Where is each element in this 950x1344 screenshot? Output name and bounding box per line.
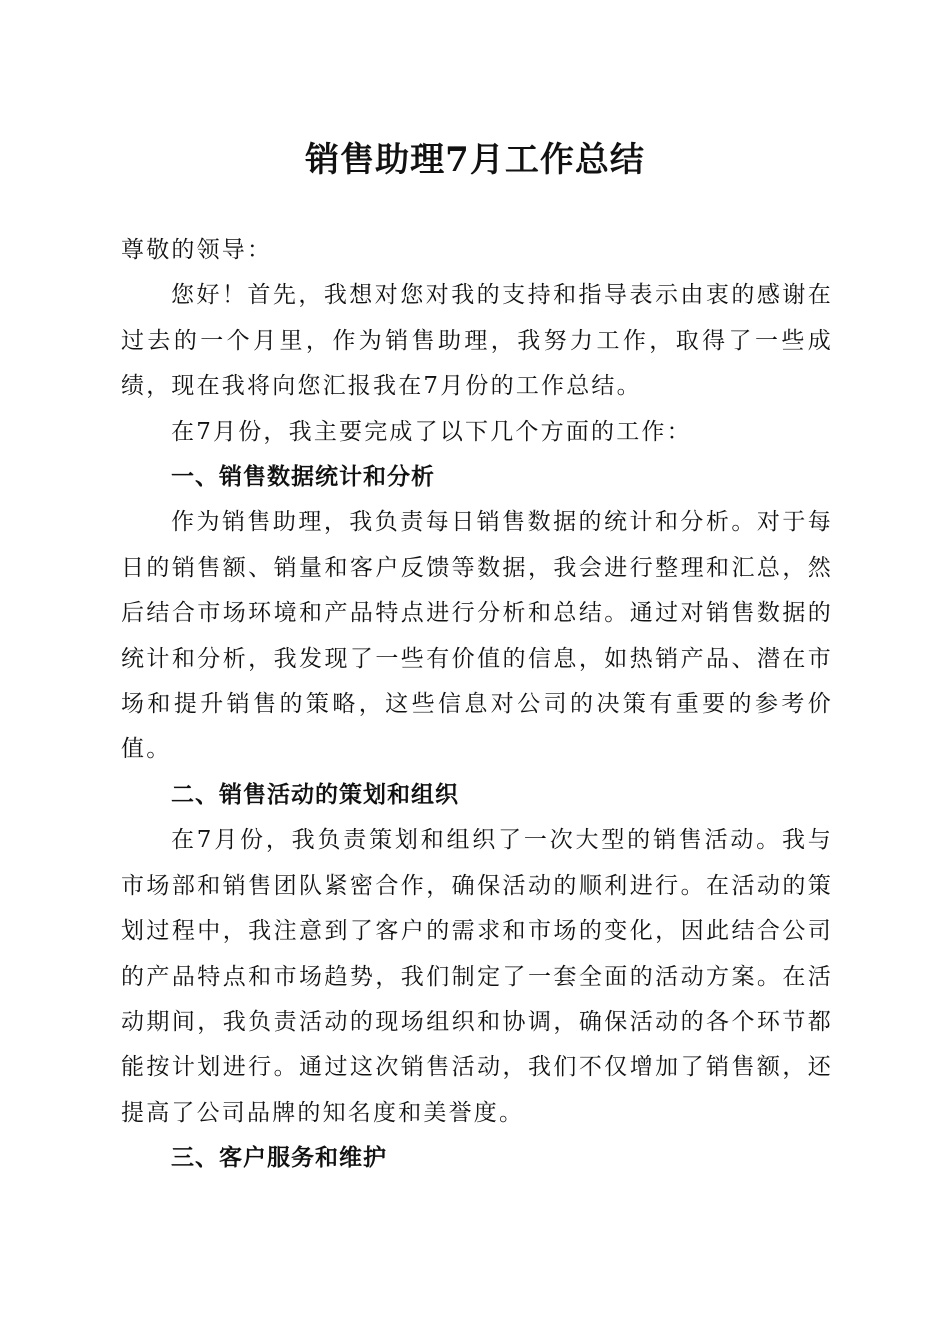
section-text-sales-activity: 在7月份，我负责策划和组织了一次大型的销售活动。我与市场部和销售团队紧密合作，确保活动的顺利进行。在活动的策划过程中，我注意到了客户的需求和市场的变化，因此结合公司的产品特点和市场趋势，我们制定了一套全面的活动方案。在活动期间，我负责活动的现场组织和协调，确保活动的各个环节都能按计划进行。通过这次销售活动，我们不仅增加了销售额，还提高了公司品牌的知名度和美誉度。 xyxy=(121,827,833,1126)
section-text-sales-data: 作为销售助理，我负责每日销售数据的统计和分析。对于每日的销售额、销量和客户反馈等数据，我会进行整理和汇总，然后结合市场环境和产品特点进行分析和总结。通过对销售数据的统计和分析，我发现了一些有价值的信息，如热销产品、潜在市场和提升销售的策略，这些信息对公司的决策有重要的参考价值。 xyxy=(121,509,833,763)
section-heading-sales-data: 一、销售数据统计和分析 xyxy=(171,464,435,491)
section-heading-sales-activity: 二、销售活动的策划和组织 xyxy=(171,781,459,808)
document-title: 销售助理7月工作总结 xyxy=(305,140,645,180)
section-heading-customer-service: 三、客户服务和维护 xyxy=(171,1145,387,1172)
intro-paragraph: 您好！首先，我想对您对我的支持和指导表示由衷的感谢在过去的一个月里，作为销售助理，我努力工作，取得了一些成绩，现在我将向您汇报我在7月份的工作总结。 xyxy=(121,282,833,400)
document-body xyxy=(121,228,833,1182)
salutation: 尊敬的领导： xyxy=(121,237,273,263)
overview-paragraph: 在7月份，我主要完成了以下几个方面的工作： xyxy=(171,418,692,445)
